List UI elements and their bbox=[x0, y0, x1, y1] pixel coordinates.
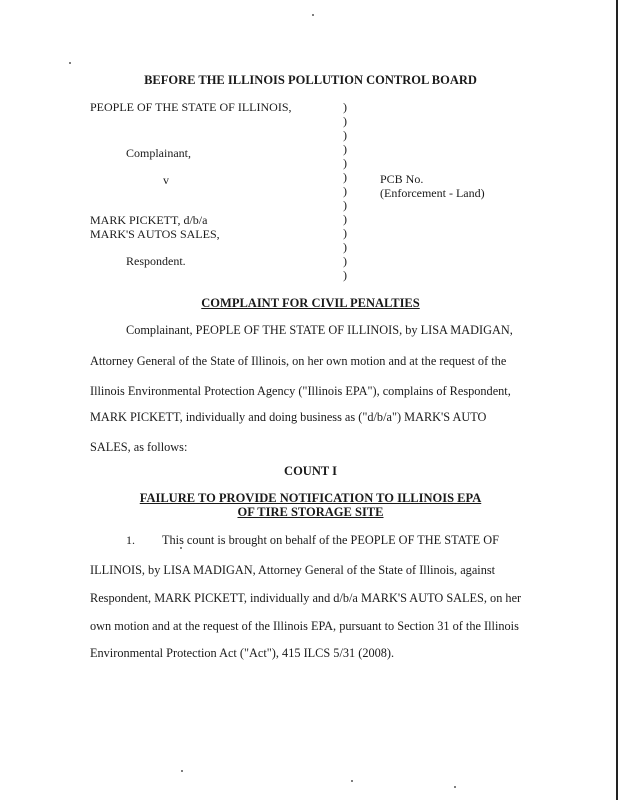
scan-speck bbox=[312, 14, 314, 16]
caption-paren: ) bbox=[343, 156, 347, 170]
caption-paren: ) bbox=[343, 268, 347, 282]
scan-speck bbox=[181, 770, 183, 772]
intro-line: Complainant, PEOPLE OF THE STATE OF ILLINOIS, by LISA MADIGAN, bbox=[126, 323, 513, 337]
paragraph-line: This count is brought on behalf of the PEOPLE OF THE STATE OF bbox=[162, 533, 499, 547]
intro-line: SALES, as follows: bbox=[90, 440, 188, 454]
defendant-line-1: MARK PICKETT, d/b/a bbox=[90, 213, 208, 227]
paragraph-number: 1. bbox=[126, 533, 135, 547]
complainant-label: Complainant, bbox=[126, 146, 191, 160]
count-title-line-1: FAILURE TO PROVIDE NOTIFICATION TO ILLINOIS EPA bbox=[139, 491, 482, 505]
intro-line: Attorney General of the State of Illinois, on her own motion and at the request of the bbox=[90, 354, 507, 368]
versus-label: v bbox=[163, 173, 169, 187]
caption-paren: ) bbox=[343, 254, 347, 268]
caption-paren: ) bbox=[343, 128, 347, 142]
scan-speck bbox=[454, 786, 456, 788]
count-heading: COUNT I bbox=[284, 464, 337, 478]
case-type: (Enforcement - Land) bbox=[380, 186, 485, 200]
caption-paren: ) bbox=[343, 114, 347, 128]
caption-paren: ) bbox=[343, 198, 347, 212]
caption-paren: ) bbox=[343, 240, 347, 254]
paragraph-line: Respondent, MARK PICKETT, individually and d/b/a MARK'S AUTO SALES, on her bbox=[90, 591, 522, 605]
scan-speck bbox=[69, 62, 71, 64]
case-number-label: PCB No. bbox=[380, 172, 424, 186]
respondent-label: Respondent. bbox=[126, 254, 186, 268]
scan-speck bbox=[180, 547, 182, 549]
paragraph-line: own motion and at the request of the Illinois EPA, pursuant to Section 31 of the Illinois bbox=[90, 619, 519, 633]
scan-edge bbox=[616, 0, 618, 800]
paragraph-line: ILLINOIS, by LISA MADIGAN, Attorney General of the State of Illinois, against bbox=[90, 563, 496, 577]
caption-paren: ) bbox=[343, 100, 347, 114]
paragraph-line: Environmental Protection Act ("Act"), 415 ILCS 5/31 (2008). bbox=[90, 646, 395, 660]
scan-speck bbox=[351, 780, 353, 782]
complaint-title: COMPLAINT FOR CIVIL PENALTIES bbox=[201, 296, 420, 310]
caption-paren: ) bbox=[343, 226, 347, 240]
intro-line: Illinois Environmental Protection Agency ("Illinois EPA"), complains of Respondent, bbox=[90, 384, 511, 398]
defendant-line-2: MARK'S AUTOS SALES, bbox=[90, 227, 220, 241]
count-title-line-2: OF TIRE STORAGE SITE bbox=[237, 505, 384, 519]
plaintiff-name: PEOPLE OF THE STATE OF ILLINOIS, bbox=[90, 100, 292, 114]
board-heading: BEFORE THE ILLINOIS POLLUTION CONTROL BOARD bbox=[144, 73, 477, 87]
caption-paren: ) bbox=[343, 142, 347, 156]
caption-paren: ) bbox=[343, 170, 347, 184]
caption-paren: ) bbox=[343, 184, 347, 198]
caption-paren: ) bbox=[343, 212, 347, 226]
intro-line: MARK PICKETT, individually and doing business as ("d/b/a") MARK'S AUTO bbox=[90, 410, 487, 424]
